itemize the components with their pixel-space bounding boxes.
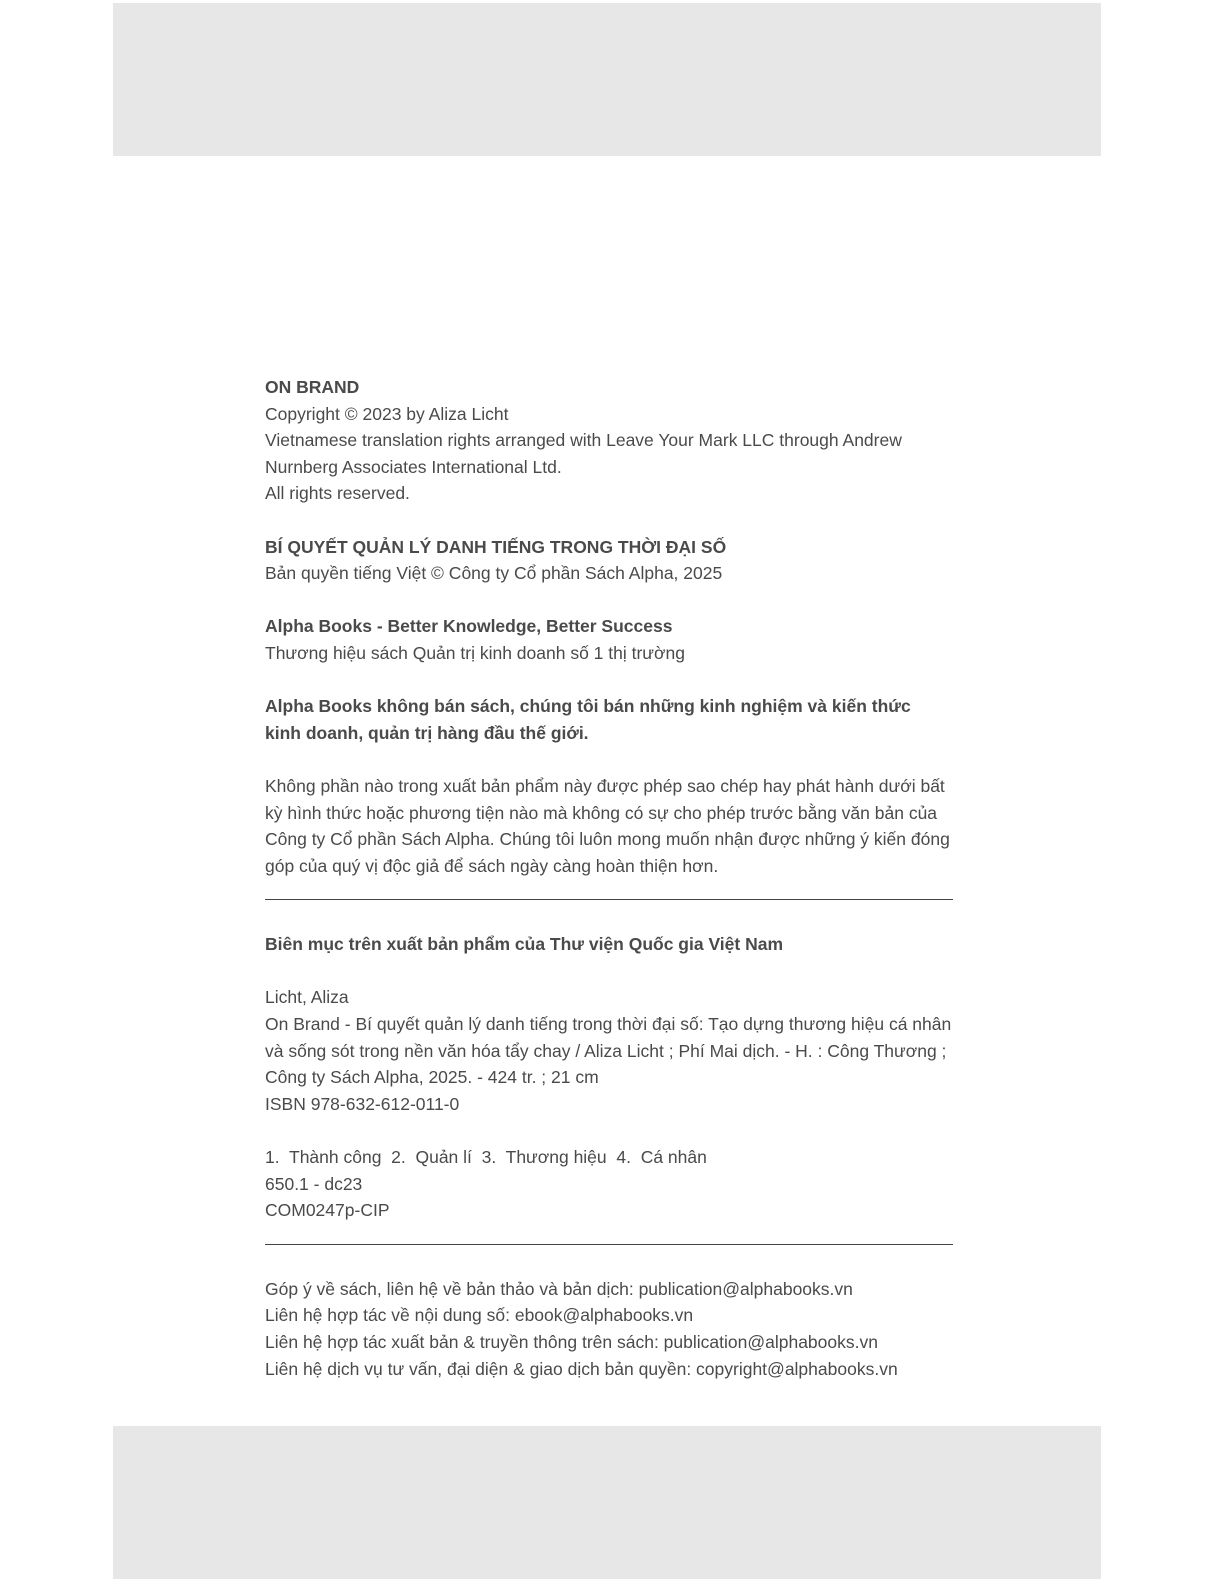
contact-line: Liên hệ hợp tác về nội dung số: ebook@alphabooks.vn <box>265 1305 694 1326</box>
cip-code: COM0247p-CIP <box>265 1200 390 1221</box>
vietnamese-title: BÍ QUYẾT QUẢN LÝ DANH TIẾNG TRONG THỜI ĐẠI SỐ <box>265 536 727 557</box>
cip-description-line: và sống sót trong nền văn hóa tẩy chay / Aliza Licht ; Phí Mai dịch. - H. : Công Thương ; <box>265 1040 947 1061</box>
cip-ddc: 650.1 - dc23 <box>265 1173 363 1194</box>
publisher-statement-block <box>265 693 955 746</box>
copyright-line: Copyright © 2023 by Aliza Licht <box>265 403 509 424</box>
divider <box>265 1244 953 1245</box>
cip-author: Licht, Aliza <box>265 987 349 1008</box>
cip-isbn: ISBN 978-632-612-011-0 <box>265 1093 460 1114</box>
cip-subjects: 1. Thành công 2. Quản lí 3. Thương hiệu 4. Cá nhân <box>265 1147 707 1168</box>
original-title: ON BRAND <box>265 377 360 397</box>
vietnamese-rights-line: Bản quyền tiếng Việt © Công ty Cổ phần Sách Alpha, 2025 <box>265 563 723 584</box>
spacer <box>265 667 955 694</box>
spacer <box>265 1117 955 1144</box>
publisher-statement-line: Alpha Books không bán sách, chúng tôi bán những kinh nghiệm và kiến thức <box>265 696 911 717</box>
copyright-page <box>265 374 955 1382</box>
notice-line: Công ty Cổ phần Sách Alpha. Chúng tôi luôn mong muốn nhận được những ý kiến đóng <box>265 829 950 850</box>
vietnamese-edition-block <box>265 534 955 587</box>
contact-line: Liên hệ hợp tác xuất bản & truyền thông trên sách: publication@alphabooks.vn <box>265 1332 878 1352</box>
all-rights-reserved: All rights reserved. <box>265 483 410 504</box>
spacer <box>265 958 955 985</box>
notice-line: Không phần nào trong xuất bản phẩm này được phép sao chép hay phát hành dưới bất <box>265 775 945 796</box>
reproduction-notice <box>265 773 955 879</box>
publisher-slogan: Alpha Books - Better Knowledge, Better Success <box>265 616 673 637</box>
publisher-slogan-block <box>265 613 955 666</box>
cip-description-line: Công ty Sách Alpha, 2025. - 424 tr. ; 21 cm <box>265 1067 599 1088</box>
translation-rights-line-cont: Nurnberg Associates International Ltd. <box>265 456 562 477</box>
translation-rights-line: Vietnamese translation rights arranged with Leave Your Mark LLC through Andrew <box>265 430 902 451</box>
cip-block <box>265 931 955 1224</box>
notice-line: góp của quý vị độc giả để sách ngày càng hoàn thiện hơn. <box>265 855 719 876</box>
spacer <box>265 746 955 773</box>
original-copyright-block <box>265 374 955 507</box>
publisher-statement-line: kinh doanh, quản trị hàng đầu thế giới. <box>265 722 589 743</box>
spacer <box>265 587 955 614</box>
cip-description-line: On Brand - Bí quyết quản lý danh tiếng trong thời đại số: Tạo dựng thương hiệu cá nhân <box>265 1014 952 1035</box>
publisher-tagline: Thương hiệu sách Quản trị kinh doanh số 1 thị trường <box>265 642 685 663</box>
cip-heading: Biên mục trên xuất bản phẩm của Thư viện Quốc gia Việt Nam <box>265 934 784 955</box>
contacts-block <box>265 1276 955 1382</box>
contact-line: Góp ý về sách, liên hệ về bản thảo và bản dịch: publication@alphabooks.vn <box>265 1278 853 1299</box>
notice-line: kỳ hình thức hoặc phương tiện nào mà không có sự cho phép trước bằng văn bản của <box>265 802 938 823</box>
spacer <box>265 507 955 534</box>
contact-line: Liên hệ dịch vụ tư vấn, đại diện & giao dịch bản quyền: copyright@alphabooks.vn <box>265 1358 898 1379</box>
header-band <box>113 3 1101 156</box>
divider <box>265 899 953 900</box>
footer-band <box>113 1426 1101 1579</box>
